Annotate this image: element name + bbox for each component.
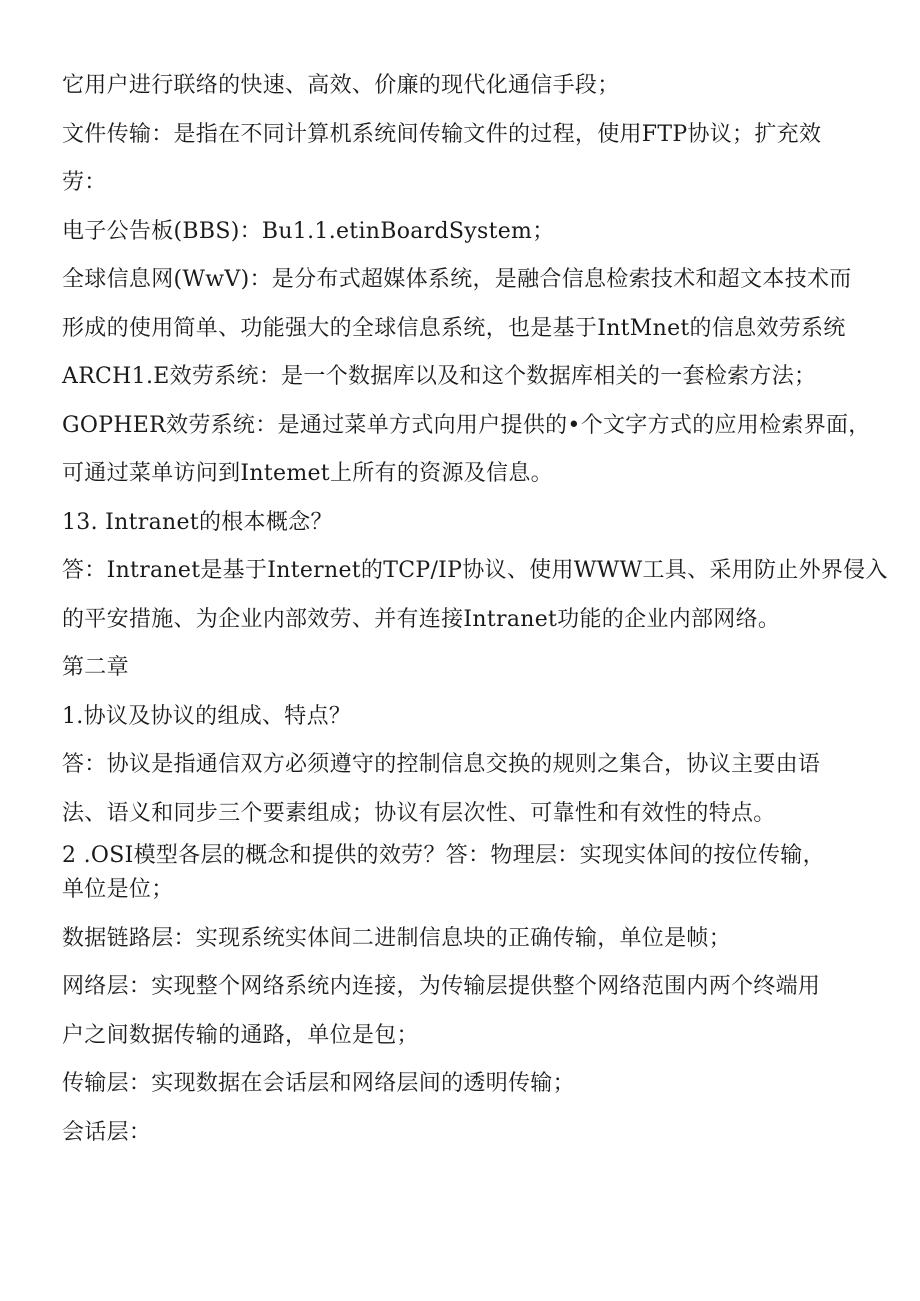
text-line: 文件传输：是指在不同计算机系统间传输文件的过程，使用FTP协议；扩充效 (62, 121, 822, 147)
question-heading: 13. Intranet的根本概念？ (62, 509, 333, 535)
text-line: 传输层：实现数据在会话层和网络层间的透明传输； (62, 1071, 575, 1096)
text-line: 单位是位； (62, 877, 174, 902)
text-line: 全球信息网(WwV)：是分布式超媒体系统，是融合信息检索技术和超文本技术而 (62, 267, 852, 292)
chapter-heading: 第二章 (62, 655, 129, 680)
question-heading: 2 .OSI模型各层的概念和提供的效劳？答：物理层：实现实体间的按位传输， (62, 843, 825, 868)
text-line: 它用户进行联络的快速、高效、价廉的现代化通信手段； (62, 73, 620, 98)
text-line: 数据链路层：实现系统实体间二进制信息块的正确传输，单位是帧； (62, 925, 732, 951)
text-line: 会话层： (62, 1119, 152, 1145)
text-line: 答：协议是指通信双方必须遵守的控制信息交换的规则之集合，协议主要由语 (62, 752, 821, 777)
text-line: GOPHER效劳系统：是通过菜单方式向用户提供的•个文字方式的应用检索界面， (62, 412, 871, 438)
question-heading: 1.协议及协议的组成、特点？ (62, 703, 352, 729)
text-line: 答：Intranet是基于Internet的TCP/IP协议、使用WWW工具、采用防止外界侵入 (62, 558, 888, 583)
text-line: 劳： (62, 170, 107, 195)
document-page (62, 66, 888, 1161)
text-line: 形成的使用简单、功能强大的全球信息系统，也是基于IntMnet的信息效劳系统 (62, 315, 846, 341)
text-line: 法、语义和同步三个要素组成；协议有层次性、可靠性和有效性的特点。 (62, 800, 776, 826)
text-line: 户之间数据传输的通路，单位是包； (62, 1022, 419, 1048)
text-line: 的平安措施、为企业内部效劳、并有连接Intranet功能的企业内部网络。 (62, 606, 781, 632)
text-line: 电子公告板(BBS)：Bu1.1.etinBoardSystem； (62, 218, 555, 244)
text-line: ARCH1.E效劳系统：是一个数据库以及和这个数据库相关的一套检索方法； (62, 364, 817, 389)
text-line: 网络层：实现整个网络系统内连接，为传输层提供整个网络范围内两个终端用 (62, 974, 821, 999)
text-line: 可通过菜单访问到Intemet上所有的资源及信息。 (62, 461, 553, 486)
